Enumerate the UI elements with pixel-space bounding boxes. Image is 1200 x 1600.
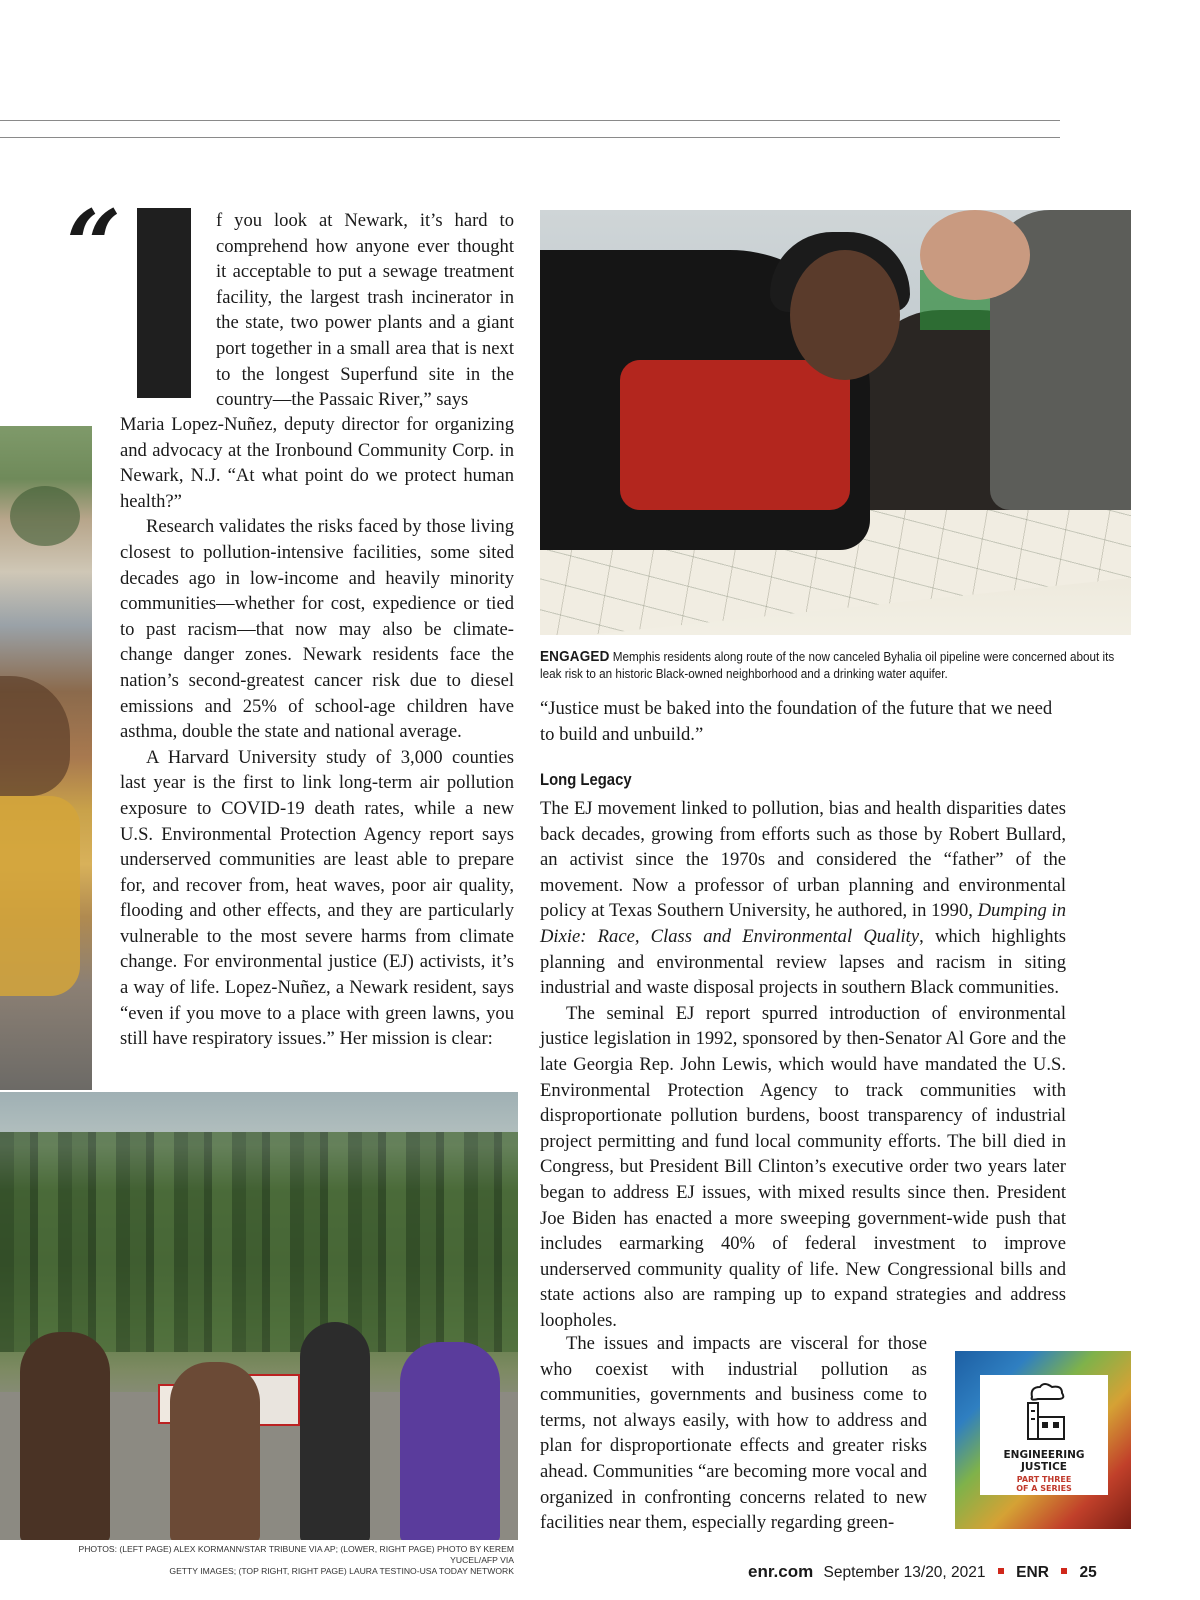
article-paragraph: The issues and impacts are visceral for those who coexist with industrial pollution as communities, governments and business come to terms, not always easily, with how to address and plan for disproportionate effects and greater risks ahead. Communities “are becoming more vocal and organized in confronting concerns related to new facilities near them, especially regarding green-	[540, 1333, 927, 1534]
book-title: Dumping in Dixie: Race, Class and Environmental Quality	[540, 900, 1066, 947]
article-column-2	[540, 796, 1066, 1333]
footer-date: September 13/20, 2021	[823, 1564, 986, 1581]
memphis-residents-photo	[540, 210, 1131, 635]
footer-magazine: ENR	[1016, 1564, 1049, 1581]
article-quote-continuation: “Justice must be baked into the foundation of the future that we need to build and unbuild.”	[540, 698, 1053, 745]
top-rule	[0, 120, 1060, 121]
series-title	[980, 1449, 1108, 1473]
left-page-photo-edge	[0, 426, 92, 1090]
opening-quote-mark: “	[66, 189, 116, 302]
page-number: 25	[1079, 1564, 1097, 1581]
photo-caption	[540, 648, 1132, 682]
series-part	[980, 1475, 1108, 1493]
credit-line: PHOTOS: (LEFT PAGE) ALEX KORMANN/STAR TRIBUNE VIA AP; (LOWER, RIGHT PAGE) PHOTO BY KEREM YUCEL/AFP VIA	[78, 1544, 514, 1565]
series-title-line: ENGINEERING	[1003, 1449, 1085, 1461]
series-part-line: PART THREE	[1016, 1475, 1072, 1484]
caption-text: Memphis residents along route of the now canceled Byhalia oil pipeline were concerned about its leak risk to an historic Black-owned neighborhood and a drinking water aquifer.	[540, 649, 1115, 681]
article-column-1	[120, 412, 514, 1052]
footer-site: enr.com	[748, 1562, 814, 1581]
series-part-line: OF A SERIES	[1016, 1484, 1072, 1493]
caption-kicker: ENGAGED	[540, 648, 610, 665]
paragraph-text: , which highlights planning and environmental review lapses and racism in siting industrial and waste disposal projects in southern Black communities.	[540, 925, 1066, 999]
article-paragraph: Maria Lopez-Nuñez, deputy director for organizing and advocacy at the Ironbound Community Corp. in Newark, N.J. “At what point do we protect human health?”	[120, 414, 514, 512]
paragraph-text: The EJ movement linked to pollution, bias and health disparities dates back decades, growing from efforts such as those by Robert Bullard, an activist since the 1970s and considered the “father” of the movement. Now a professor of urban planning and environmental policy at Texas Southern University, he authored, in 1990,	[540, 798, 1066, 922]
series-badge	[955, 1351, 1131, 1529]
article-paragraph: The seminal EJ report spurred introduction of environmental justice legislation in 1992, sponsored by then-Senator Al Gore and the late Georgia Rep. John Lewis, which would have mandated the U.S. Environmental Protection Agency to track communities with disproportionate pollution burdens, boost transparency of industrial project permitting and fund local community efforts. The bill died in Congress, but President Bill Clinton’s executive order two years later began to address EJ issues, with mixed results since then. President Joe Biden has enacted a more sweeping government-wide push that includes earmarking 40% of federal investment to improve underserved community quality of life. New Congressional bills and state actions also are ramping up to expand strategies and address loopholes.	[540, 1002, 1066, 1331]
protest-photo	[0, 1092, 518, 1540]
article-lead-text: f you look at Newark, it’s hard to comprehend how anyone ever thought it acceptable to put a sewage treatment facility, the largest trash incinerator in the state, two power plants and a giant port together in a small area that is next to the longest Superfund site in the country—the Passaic River,” says	[216, 210, 514, 411]
top-rule-secondary	[0, 137, 1060, 138]
page-footer	[748, 1562, 1097, 1582]
drop-cap-letter	[137, 208, 191, 398]
separator-square-icon	[998, 1568, 1004, 1574]
article-paragraph	[540, 796, 1066, 1001]
photo-credits	[66, 1544, 514, 1577]
series-title-line: JUSTICE	[1021, 1461, 1067, 1473]
article-paragraph: A Harvard University study of 3,000 counties last year is the first to link long-term air pollution exposure to COVID-19 death rates, while a new U.S. Environmental Protection Agency report says underserved communities are least able to prepare for, and recover from, heat waves, poor air quality, flooding and other effects, and they are particularly vulnerable to the most severe harms from climate change. For environmental justice (EJ) activists, it’s a way of life. Lopez-Nuñez, a Newark resident, says “even if you move to a place with green lawns, you still have respiratory issues.” Her mission is clear:	[120, 746, 514, 1050]
section-subhead: Long Legacy	[540, 771, 632, 789]
factory-icon	[1022, 1383, 1068, 1443]
credit-line: GETTY IMAGES; (TOP RIGHT, RIGHT PAGE) LAURA TESTINO-USA TODAY NETWORK	[169, 1566, 514, 1576]
separator-square-icon	[1061, 1568, 1067, 1574]
article-paragraph: Research validates the risks faced by those living closest to pollution-intensive facilities, some sited decades ago in low-income and heavily minority communities—whether for cost, expedience or tied to past racism—that now may also be climate-change danger zones. Newark residents face the nation’s second-greatest cancer risk due to diesel emissions and 25% of school-age children have asthma, double the state and national average.	[120, 516, 514, 743]
